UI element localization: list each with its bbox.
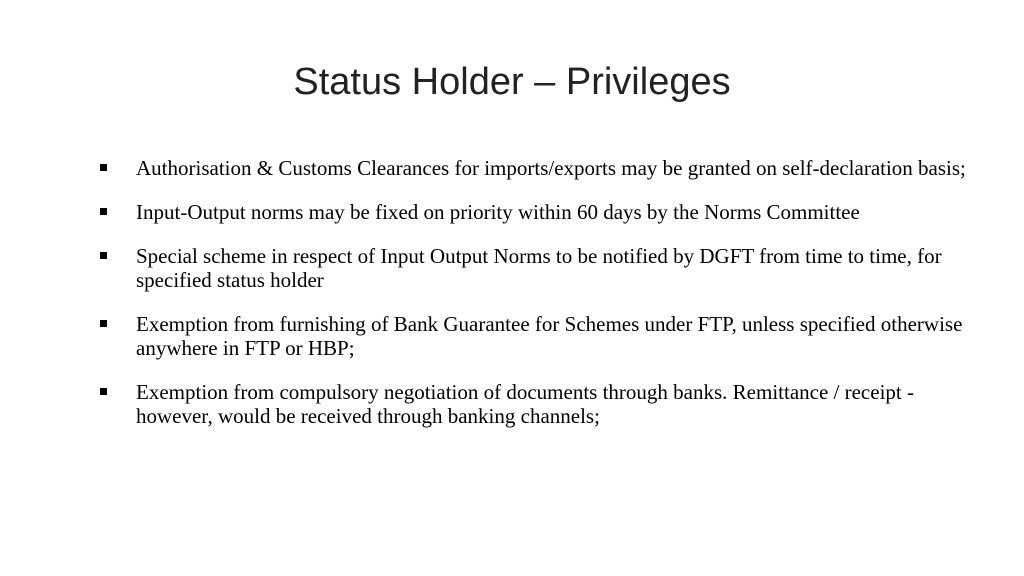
square-bullet-icon bbox=[100, 208, 107, 215]
slide-title: Status Holder – Privileges bbox=[293, 61, 731, 103]
bullet-list bbox=[98, 156, 968, 448]
bullet-item bbox=[98, 244, 968, 292]
square-bullet-icon bbox=[100, 164, 107, 171]
square-bullet-icon bbox=[100, 252, 107, 259]
bullet-item bbox=[98, 200, 968, 224]
bullet-text: Exemption from furnishing of Bank Guarantee for Schemes under FTP, unless specified otherwise anywhere in FTP or HBP; bbox=[136, 312, 963, 360]
bullet-text: Special scheme in respect of Input Output Norms to be notified by DGFT from time to time, for specified status holder bbox=[136, 244, 942, 292]
bullet-item bbox=[98, 380, 968, 428]
bullet-item bbox=[98, 312, 968, 360]
bullet-text: Authorisation & Customs Clearances for imports/exports may be granted on self-declaration basis; bbox=[136, 156, 966, 180]
square-bullet-icon bbox=[100, 320, 107, 327]
bullet-item bbox=[98, 156, 968, 180]
square-bullet-icon bbox=[100, 388, 107, 395]
bullet-text: Exemption from compulsory negotiation of documents through banks. Remittance / receipt - however, would be received through banking channels; bbox=[136, 380, 914, 428]
bullet-text: Input-Output norms may be fixed on priority within 60 days by the Norms Committee bbox=[136, 200, 860, 224]
